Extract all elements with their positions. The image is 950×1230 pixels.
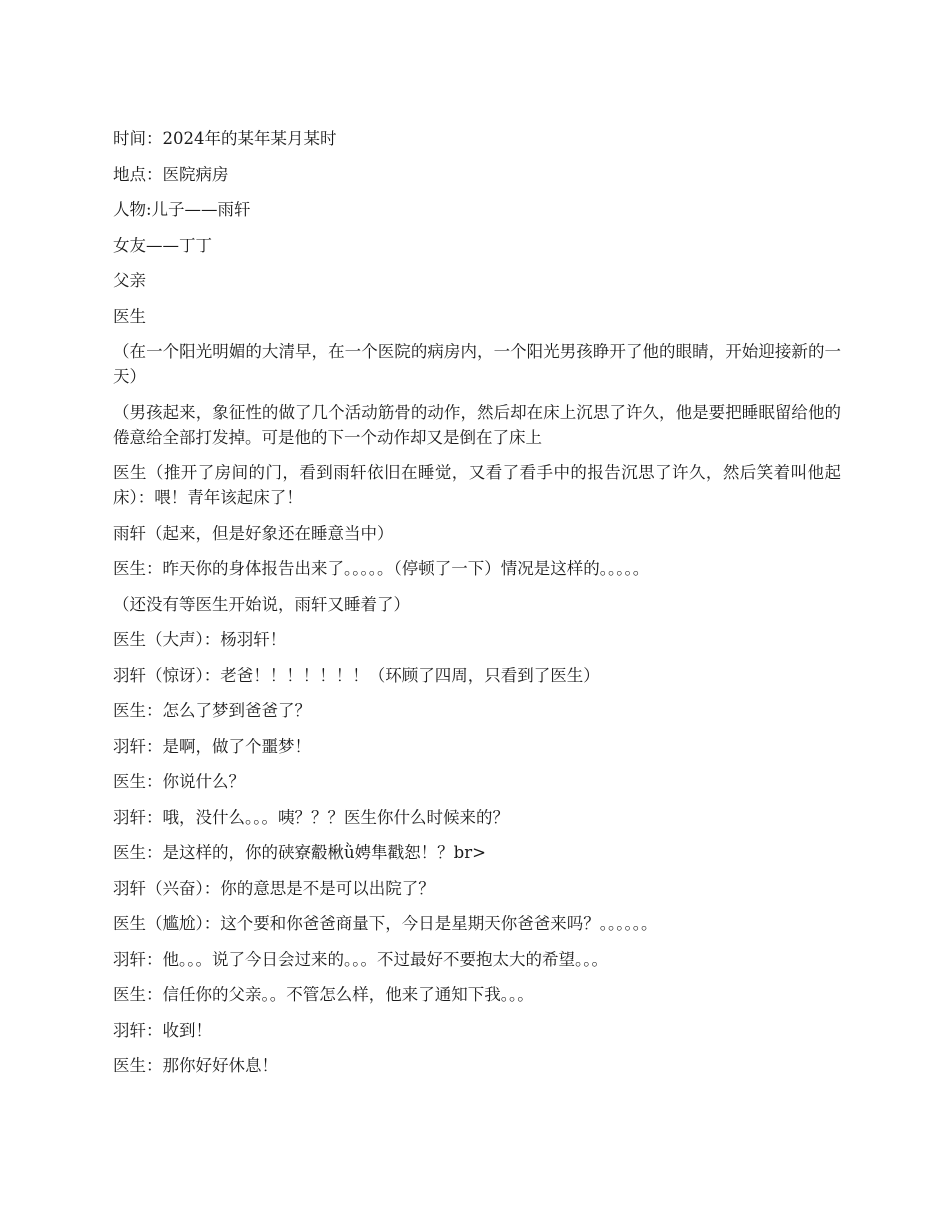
dialogue-line: 医生：你说什么？ xyxy=(113,772,245,791)
scene-time: 时间：2024年的某年某月某时 xyxy=(113,129,337,148)
dialogue-line: 医生：信任你的父亲。。不管怎么样，他来了通知下我。。。 xyxy=(113,985,534,1004)
dialogue-line: 医生：怎么了梦到爸爸了？ xyxy=(113,701,311,720)
dialogue-line: 雨轩（起来，但是好象还在睡意当中） xyxy=(113,523,394,543)
dialogue-line: 医生：那你好好休息！ xyxy=(113,1056,278,1075)
character-girlfriend: 女友——丁丁 xyxy=(113,235,212,255)
character-son: 人物:儿子——雨轩 xyxy=(113,200,251,219)
stage-direction: （男孩起来，象征性的做了几个活动筋骨的动作，然后却在床上沉思了许久，他是要把睡眠留给他的倦意给全部打发掉。可是他的下一个动作却又是倒在了床上 xyxy=(113,402,841,447)
dialogue-line: 羽轩：他。。。说了今日会过来的。。。不过最好不要抱太大的希望。。。 xyxy=(113,949,608,969)
dialogue-line: 羽轩（惊讶）：老爸！！！！！！！（环顾了四周，只看到了医生） xyxy=(113,665,600,685)
dialogue-line: 羽轩（兴奋）：你的意思是不是可以出院了？ xyxy=(113,878,435,898)
dialogue-line: 羽轩：是啊，做了个噩梦！ xyxy=(113,736,311,756)
document-body xyxy=(113,126,841,1089)
scene-location: 地点：医院病房 xyxy=(113,164,229,184)
dialogue-line: 医生（推开了房间的门，看到雨轩依旧在睡觉，又看了看手中的报告沉思了许久，然后笑着叫他起床）：喂！青年该起床了！ xyxy=(113,463,841,507)
character-father: 父亲 xyxy=(113,271,146,290)
character-doctor: 医生 xyxy=(113,306,146,326)
dialogue-line: 羽轩：哦，没什么。。。咦？？？医生你什么时候来的？ xyxy=(113,807,509,827)
dialogue-line: 医生：昨天你的身体报告出来了。。。。。（停顿了一下）情况是这样的。。。。。 xyxy=(113,559,650,578)
dialogue-line: 医生：是这样的，你的硖寮觳楸ǜ娉隼戳恕！？br> xyxy=(113,843,486,862)
stage-direction: （还没有等医生开始说，雨轩又睡着了） xyxy=(113,594,410,614)
dialogue-line: 医生（大声）：杨羽轩！ xyxy=(113,630,287,649)
stage-direction: （在一个阳光明媚的大清早，在一个医院的病房内，一个阳光男孩睁开了他的眼睛，开始迎接新的一天） xyxy=(113,342,841,386)
dialogue-line: 医生（尴尬）：这个要和你爸爸商量下，今日是星期天你爸爸来吗？。。。。。。 xyxy=(113,914,658,933)
dialogue-line: 羽轩：收到！ xyxy=(113,1020,212,1040)
